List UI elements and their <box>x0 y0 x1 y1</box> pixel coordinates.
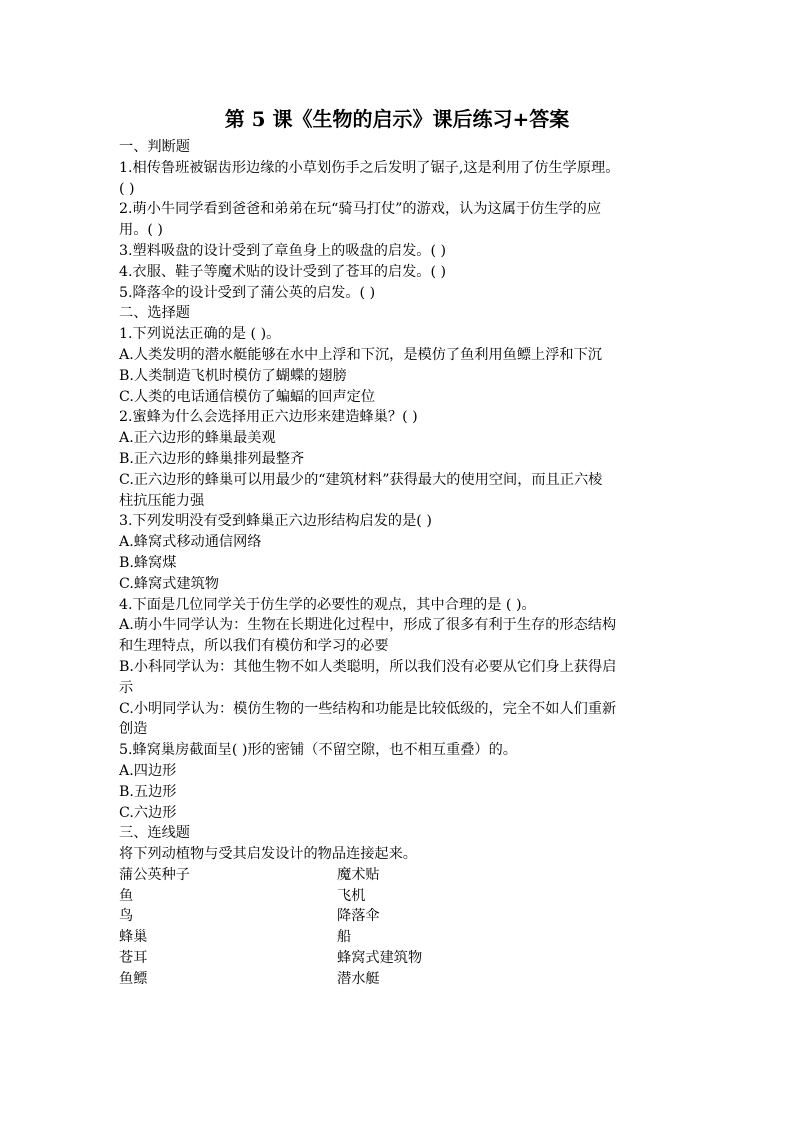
judge-line: 1.相传鲁班被锯齿形边缘的小草划伤手之后发明了锯子,这是利用了仿生学原理。 <box>119 159 620 176</box>
section-heading-judge: 一、判断题 <box>119 139 190 155</box>
choice-line: 5.蜂窝巢房截面呈( )形的密铺（不留空隙，也不相互重叠）的。 <box>119 742 517 759</box>
judge-line: ( ) <box>119 180 135 197</box>
matching-row <box>119 948 694 969</box>
section-heading-choice: 二、选择题 <box>119 305 190 322</box>
choice-line: 4.下面是几位同学关于仿生学的必要性的观点，其中合理的是 ( )。 <box>119 596 536 613</box>
matching-right-item: 船 <box>337 929 352 946</box>
choice-line: 3.下列发明没有受到蜂巢正六边形结构启发的是( ) <box>119 513 432 530</box>
matching-left-item: 鸟 <box>119 908 134 925</box>
choice-line: C.正六边形的蜂巢可以用最少的“建筑材料”获得最大的使用空间，而且正六棱 <box>119 471 603 488</box>
choice-line: 和生理特点，所以我们有模仿和学习的必要 <box>119 638 389 655</box>
matching-right-item: 蜂窝式建筑物 <box>337 950 423 967</box>
matching-left-item: 蒲公英种子 <box>119 866 190 883</box>
choice-line: B.正六边形的蜂巢排列最整齐 <box>119 450 305 467</box>
document-body <box>119 137 694 990</box>
matching-left-item: 鱼鳔 <box>119 970 148 987</box>
choice-line: A.萌小牛同学认为：生物在长期进化过程中，形成了很多有利于生存的形态结构 <box>119 617 617 634</box>
choice-line: 柱抗压能力强 <box>119 492 205 509</box>
choice-line: A.人类发明的潜水艇能够在水中上浮和下沉，是模仿了鱼利用鱼鳔上浮和下沉 <box>119 346 602 363</box>
judge-line: 用。( ) <box>119 222 163 239</box>
matching-right-item: 魔术贴 <box>337 866 380 883</box>
matching-right-item: 飞机 <box>337 887 366 904</box>
matching-row <box>119 865 694 886</box>
choice-line: 创造 <box>119 721 148 738</box>
section-heading-matching: 三、连线题 <box>119 825 190 842</box>
matching-row <box>119 906 694 927</box>
judge-line: 3.塑料吸盘的设计受到了章鱼身上的吸盘的启发。( ) <box>119 242 447 259</box>
choice-line: C.小明同学认为：模仿生物的一些结构和功能是比较低级的，完全不如人们重新 <box>119 700 617 717</box>
choice-line: 2.蜜蜂为什么会选择用正六边形来建造蜂巢？( ) <box>119 409 418 426</box>
choice-line: A.四边形 <box>119 762 177 779</box>
choice-line: C.人类的电话通信模仿了蝙蝠的回声定位 <box>119 388 376 405</box>
choice-line: B.人类制造飞机时模仿了蝴蝶的翅膀 <box>119 367 347 384</box>
matching-left-item: 苍耳 <box>119 950 148 967</box>
matching-row <box>119 886 694 907</box>
choice-line: 1.下列说法正确的是 ( )。 <box>119 326 281 343</box>
judge-line: 4.衣服、鞋子等魔术贴的设计受到了苍耳的启发。( ) <box>119 263 447 280</box>
judge-line: 5.降落伞的设计受到了蒲公英的启发。( ) <box>119 284 376 301</box>
matching-row <box>119 969 694 990</box>
choice-line: B.蜂窝煤 <box>119 554 177 571</box>
choice-line: A.蜂窝式移动通信网络 <box>119 534 262 551</box>
matching-right-item: 降落伞 <box>337 908 380 925</box>
judge-line: 2.萌小牛同学看到爸爸和弟弟在玩“骑马打仗”的游戏，认为这属于仿生学的应 <box>119 201 602 218</box>
matching-right-item: 潜水艇 <box>337 970 380 987</box>
choice-line: C.蜂窝式建筑物 <box>119 575 219 592</box>
choice-line: 示 <box>119 679 134 696</box>
matching-row <box>119 927 694 948</box>
choice-line: A.正六边形的蜂巢最美观 <box>119 430 276 447</box>
choice-line: B.小科同学认为：其他生物不如人类聪明，所以我们没有必要从它们身上获得启 <box>119 658 617 675</box>
choice-line: C.六边形 <box>119 804 177 821</box>
matching-left-item: 蜂巢 <box>119 929 148 946</box>
matching-instruction: 将下列动植物与受其启发设计的物品连接起来。 <box>119 846 417 863</box>
page-title: 第 5 课《生物的启示》课后练习+答案 <box>224 107 570 131</box>
matching-left-item: 鱼 <box>119 887 134 904</box>
choice-line: B.五边形 <box>119 783 177 800</box>
